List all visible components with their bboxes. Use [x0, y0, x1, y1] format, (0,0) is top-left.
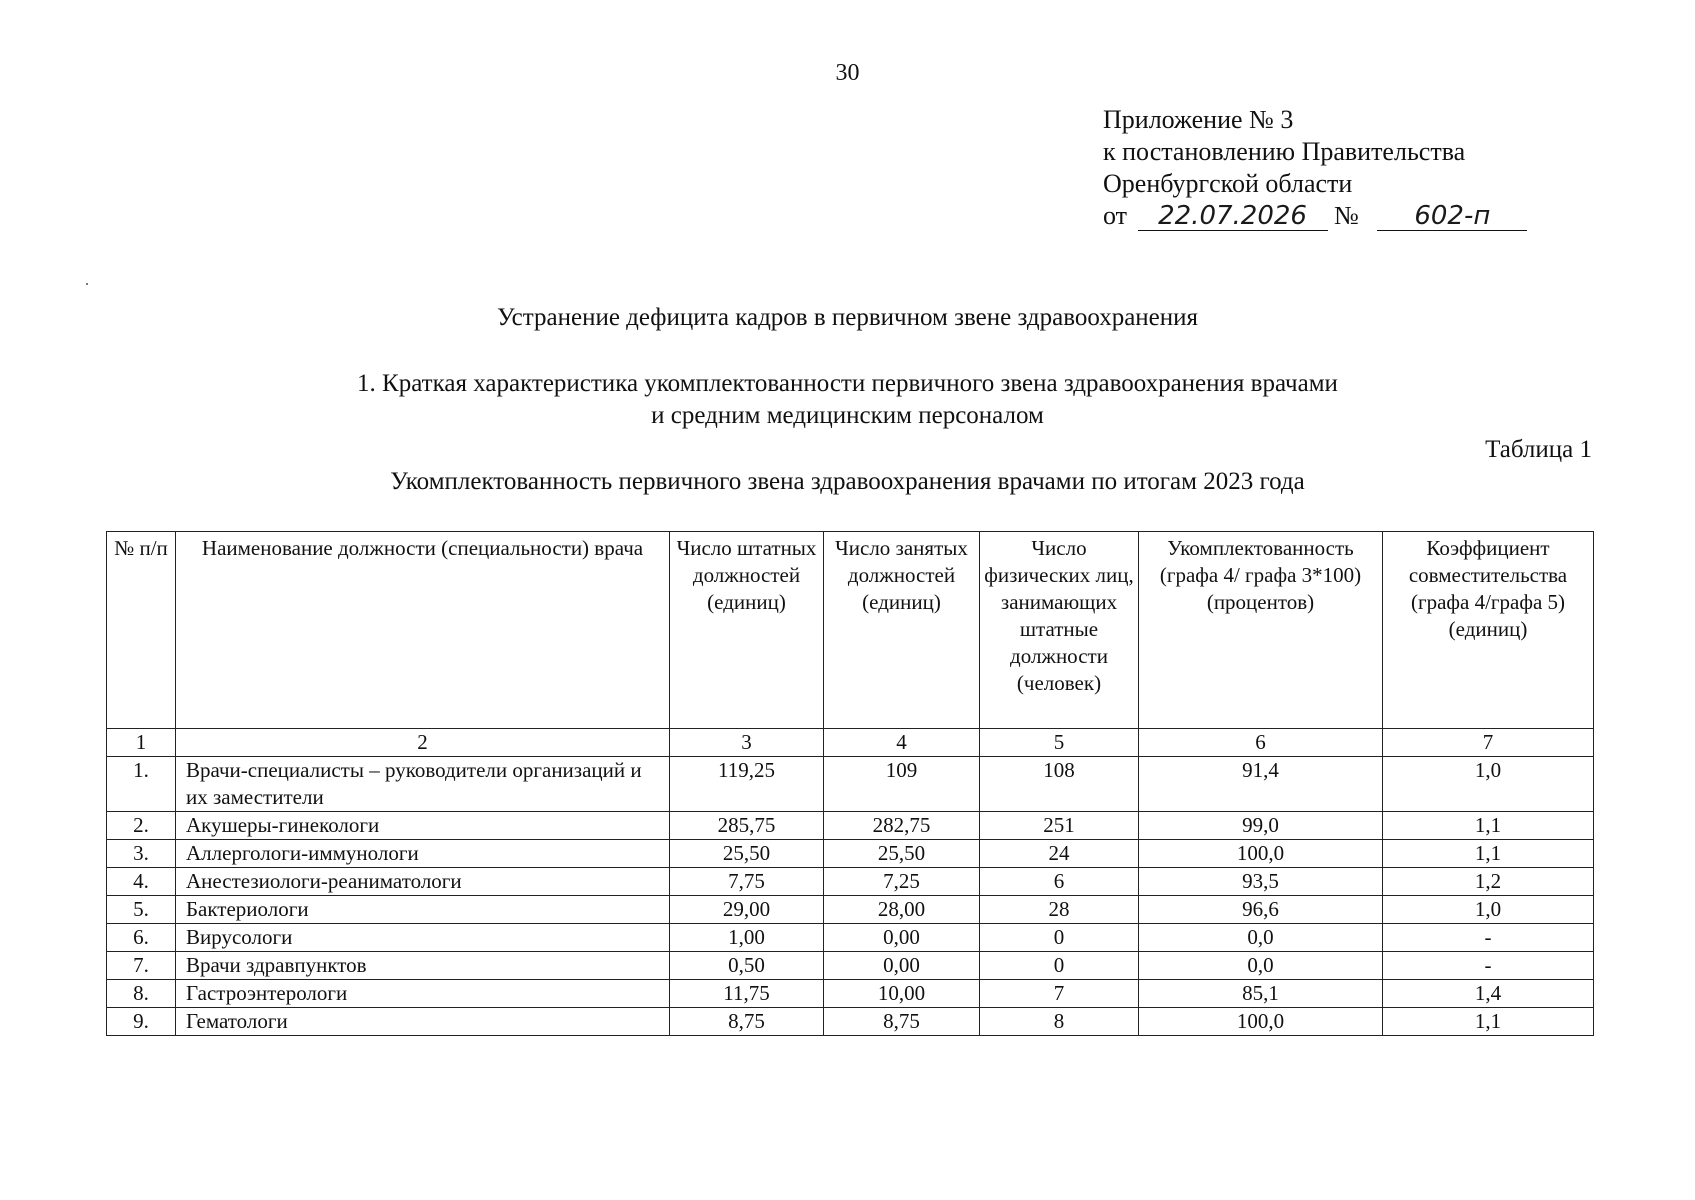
row-number-cell: 1. [107, 757, 176, 812]
handwritten-number: 602-п [1377, 202, 1527, 231]
header-cell: Укомплектованность (графа 4/ графа 3*100) (процентов) [1139, 532, 1383, 729]
occupied-positions-cell: 0,00 [824, 924, 980, 952]
row-number-cell: 7. [107, 952, 176, 980]
header-cell: Число физических лиц, занимающих штатные должности (человек) [980, 532, 1139, 729]
header-cell: Наименование должности (специальности) врача [176, 532, 670, 729]
table-row [107, 980, 1594, 1008]
position-name-cell: Врачи здравпунктов [176, 952, 670, 980]
staff-positions-cell: 25,50 [670, 840, 824, 868]
appendix-line-3: Оренбургской области [1103, 169, 1353, 198]
header-cell: Число штатных должностей (единиц) [670, 532, 824, 729]
staff-positions-cell: 29,00 [670, 896, 824, 924]
table-row [107, 868, 1594, 896]
staffing-rate-cell: 91,4 [1139, 757, 1383, 812]
column-number-cell: 6 [1139, 729, 1383, 757]
occupied-positions-cell: 109 [824, 757, 980, 812]
handwritten-date: 22.07.2026 [1138, 202, 1328, 231]
position-name-cell: Аллергологи-иммунологи [176, 840, 670, 868]
row-number-cell: 3. [107, 840, 176, 868]
staffing-table [106, 531, 1594, 1036]
table-row [107, 840, 1594, 868]
row-number-cell: 4. [107, 868, 176, 896]
column-number-cell: 1 [107, 729, 176, 757]
appendix-block [1103, 104, 1527, 232]
section-title-line-1: 1. Краткая характеристика укомплектованности первичного звена здравоохранения врачами [357, 370, 1338, 397]
table-row [107, 812, 1594, 840]
staffing-rate-cell: 93,5 [1139, 868, 1383, 896]
staffing-rate-cell: 85,1 [1139, 980, 1383, 1008]
table-row [107, 757, 1594, 812]
staffing-rate-cell: 0,0 [1139, 924, 1383, 952]
position-name-cell: Анестезиологи-реаниматологи [176, 868, 670, 896]
number-label: № [1334, 201, 1359, 230]
row-number-cell: 9. [107, 1008, 176, 1036]
staffing-rate-cell: 100,0 [1139, 840, 1383, 868]
staff-positions-cell: 8,75 [670, 1008, 824, 1036]
staffing-rate-cell: 0,0 [1139, 952, 1383, 980]
header-cell: № п/п [107, 532, 176, 729]
staff-positions-cell: 1,00 [670, 924, 824, 952]
individuals-cell: 24 [980, 840, 1139, 868]
combination-ratio-cell: 1,1 [1383, 812, 1594, 840]
appendix-line-1: Приложение № 3 [1103, 105, 1294, 134]
row-number-cell: 8. [107, 980, 176, 1008]
individuals-cell: 108 [980, 757, 1139, 812]
occupied-positions-cell: 0,00 [824, 952, 980, 980]
column-number-cell: 3 [670, 729, 824, 757]
staff-positions-cell: 119,25 [670, 757, 824, 812]
individuals-cell: 8 [980, 1008, 1139, 1036]
individuals-cell: 6 [980, 868, 1139, 896]
column-number-cell: 5 [980, 729, 1139, 757]
table-row [107, 952, 1594, 980]
header-cell: Число занятых должностей (единиц) [824, 532, 980, 729]
combination-ratio-cell: - [1383, 924, 1594, 952]
individuals-cell: 0 [980, 952, 1139, 980]
staff-positions-cell: 0,50 [670, 952, 824, 980]
staffing-rate-cell: 96,6 [1139, 896, 1383, 924]
occupied-positions-cell: 282,75 [824, 812, 980, 840]
occupied-positions-cell: 28,00 [824, 896, 980, 924]
table-row [107, 896, 1594, 924]
staff-positions-cell: 11,75 [670, 980, 824, 1008]
position-name-cell: Бактериологи [176, 896, 670, 924]
column-number-row [107, 729, 1594, 757]
individuals-cell: 28 [980, 896, 1139, 924]
individuals-cell: 0 [980, 924, 1139, 952]
occupied-positions-cell: 8,75 [824, 1008, 980, 1036]
row-number-cell: 6. [107, 924, 176, 952]
combination-ratio-cell: 1,0 [1383, 757, 1594, 812]
table-header-row [107, 532, 1594, 729]
appendix-line-4 [1103, 200, 1527, 232]
combination-ratio-cell: 1,1 [1383, 1008, 1594, 1036]
from-label: от [1103, 201, 1128, 230]
combination-ratio-cell: 1,0 [1383, 896, 1594, 924]
column-number-cell: 7 [1383, 729, 1594, 757]
row-number-cell: 5. [107, 896, 176, 924]
combination-ratio-cell: 1,4 [1383, 980, 1594, 1008]
page-number: 30 [835, 60, 860, 86]
position-name-cell: Врачи-специалисты – руководители организаций и их заместители [176, 757, 670, 812]
combination-ratio-cell: 1,2 [1383, 868, 1594, 896]
combination-ratio-cell: 1,1 [1383, 840, 1594, 868]
table-label: Таблица 1 [1485, 436, 1592, 463]
header-cell: Коэффициент совместительства (графа 4/графа 5) (единиц) [1383, 532, 1594, 729]
occupied-positions-cell: 7,25 [824, 868, 980, 896]
position-name-cell: Вирусологи [176, 924, 670, 952]
occupied-positions-cell: 10,00 [824, 980, 980, 1008]
position-name-cell: Акушеры-гинекологи [176, 812, 670, 840]
occupied-positions-cell: 25,50 [824, 840, 980, 868]
individuals-cell: 251 [980, 812, 1139, 840]
scan-speck [86, 283, 88, 285]
staffing-rate-cell: 100,0 [1139, 1008, 1383, 1036]
table-row [107, 1008, 1594, 1036]
position-name-cell: Гастроэнтерологи [176, 980, 670, 1008]
column-number-cell: 4 [824, 729, 980, 757]
position-name-cell: Гематологи [176, 1008, 670, 1036]
row-number-cell: 2. [107, 812, 176, 840]
table-caption: Укомплектованность первичного звена здравоохранения врачами по итогам 2023 года [390, 468, 1305, 495]
combination-ratio-cell: - [1383, 952, 1594, 980]
individuals-cell: 7 [980, 980, 1139, 1008]
staff-positions-cell: 285,75 [670, 812, 824, 840]
column-number-cell: 2 [176, 729, 670, 757]
table-row [107, 924, 1594, 952]
appendix-line-2: к постановлению Правительства [1103, 137, 1466, 166]
staffing-rate-cell: 99,0 [1139, 812, 1383, 840]
section-title [0, 368, 1695, 432]
staff-positions-cell: 7,75 [670, 868, 824, 896]
main-title: Устранение дефицита кадров в первичном звене здравоохранения [496, 304, 1199, 331]
section-title-line-2: и средним медицинским персоналом [651, 402, 1044, 429]
